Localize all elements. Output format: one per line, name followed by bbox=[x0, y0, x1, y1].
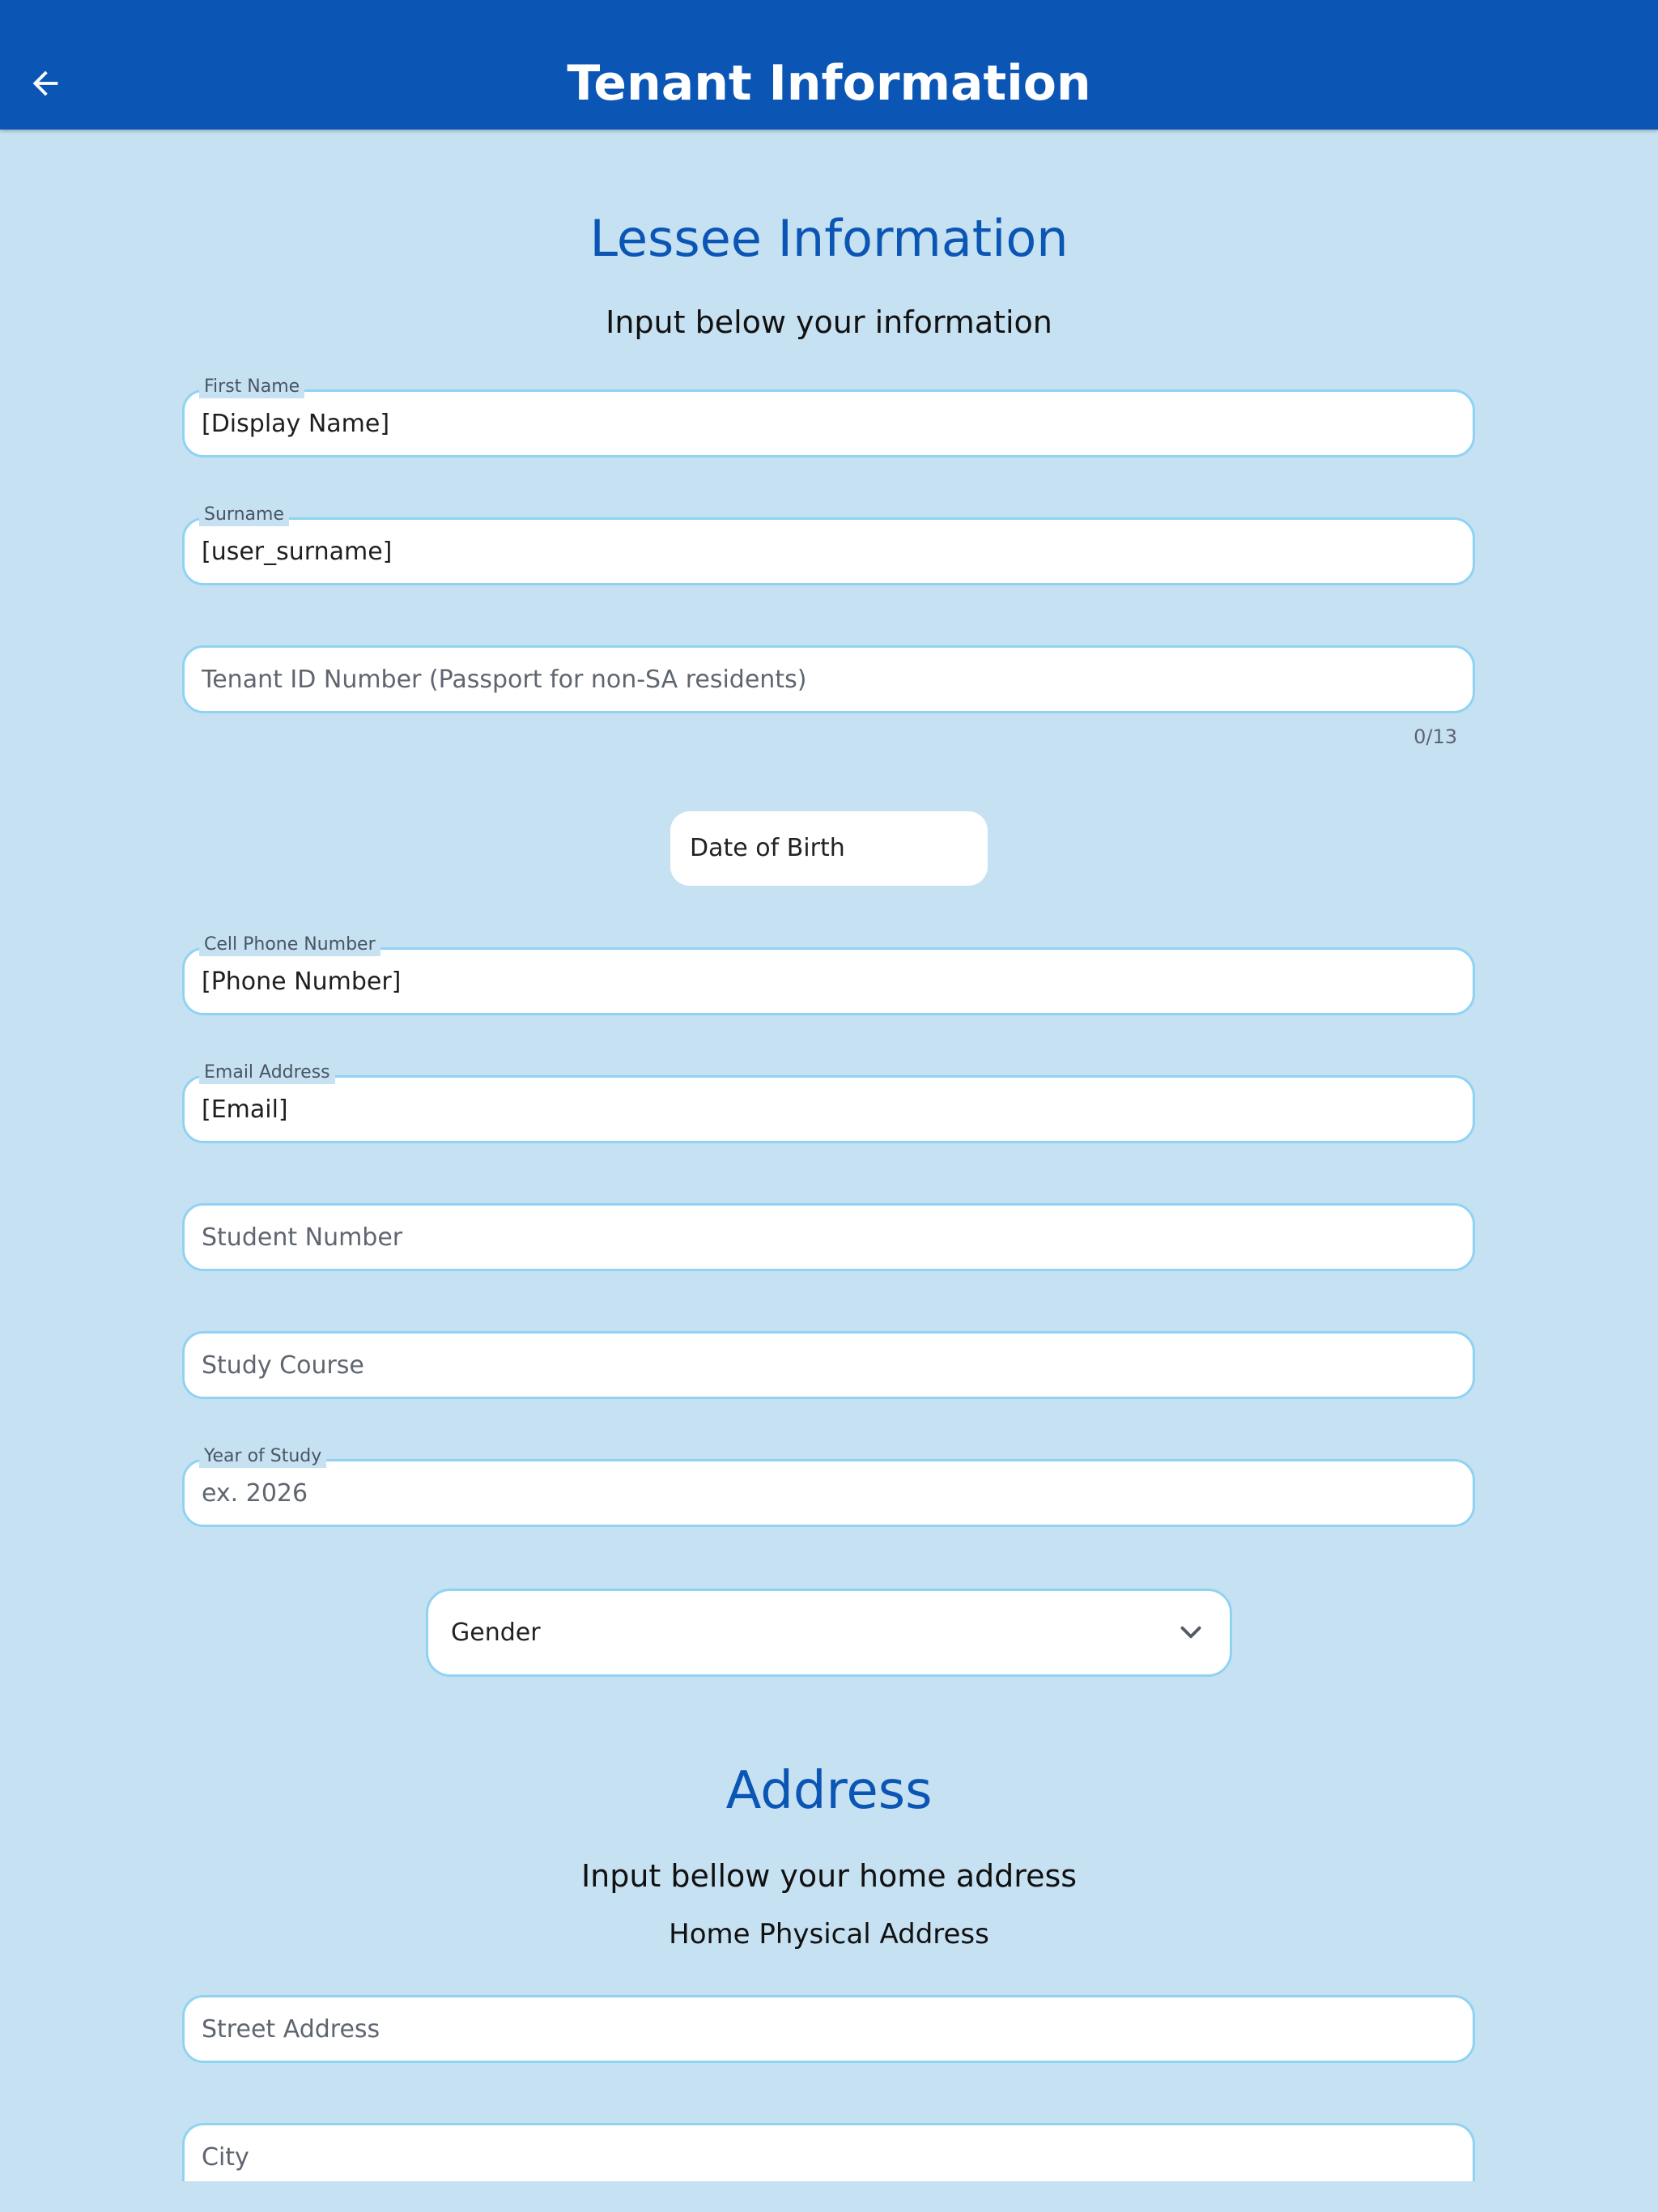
date-of-birth-label: Date of Birth bbox=[690, 834, 845, 862]
tenant-id-placeholder: Tenant ID Number (Passport for non-SA residents) bbox=[202, 666, 807, 694]
chevron-down-icon bbox=[1176, 1618, 1205, 1647]
city-field[interactable] bbox=[182, 2123, 1475, 2181]
first-name-field[interactable] bbox=[182, 376, 1475, 457]
email-label: Email Address bbox=[199, 1061, 335, 1084]
gender-dropdown[interactable] bbox=[426, 1589, 1232, 1677]
email-field[interactable] bbox=[182, 1062, 1475, 1143]
cell-phone-label: Cell Phone Number bbox=[199, 934, 380, 956]
street-address-field[interactable] bbox=[182, 1995, 1475, 2063]
address-section-title: Address bbox=[725, 1761, 933, 1821]
gender-selected-value: Gender bbox=[451, 1619, 541, 1647]
email-value: [Email] bbox=[202, 1095, 288, 1124]
home-physical-address-heading: Home Physical Address bbox=[669, 1918, 989, 1950]
lessee-section-subtitle: Input below your information bbox=[606, 304, 1052, 340]
first-name-value: [Display Name] bbox=[202, 410, 390, 438]
tenant-id-field[interactable] bbox=[182, 645, 1475, 713]
tenant-id-char-counter: 0/13 bbox=[1414, 725, 1457, 748]
app-bar bbox=[0, 0, 1658, 130]
student-number-field[interactable] bbox=[182, 1203, 1475, 1271]
surname-value: [user_surname] bbox=[202, 538, 393, 566]
surname-field[interactable] bbox=[182, 504, 1475, 585]
year-of-study-label: Year of Study bbox=[199, 1445, 326, 1468]
study-course-field[interactable] bbox=[182, 1331, 1475, 1399]
lessee-section-title: Lessee Information bbox=[589, 209, 1069, 268]
surname-label: Surname bbox=[199, 504, 289, 526]
page-title: Tenant Information bbox=[567, 55, 1091, 112]
first-name-label: First Name bbox=[199, 376, 304, 398]
date-of-birth-button[interactable] bbox=[670, 811, 988, 886]
city-placeholder: City bbox=[202, 2143, 249, 2172]
year-of-study-field[interactable] bbox=[182, 1446, 1475, 1527]
study-course-placeholder: Study Course bbox=[202, 1351, 364, 1380]
year-of-study-placeholder: ex. 2026 bbox=[202, 1479, 308, 1508]
cell-phone-value: [Phone Number] bbox=[202, 968, 402, 996]
student-number-placeholder: Student Number bbox=[202, 1223, 403, 1252]
cell-phone-field[interactable] bbox=[182, 934, 1475, 1015]
street-address-placeholder: Street Address bbox=[202, 2015, 380, 2044]
address-section-subtitle: Input bellow your home address bbox=[580, 1858, 1078, 1894]
